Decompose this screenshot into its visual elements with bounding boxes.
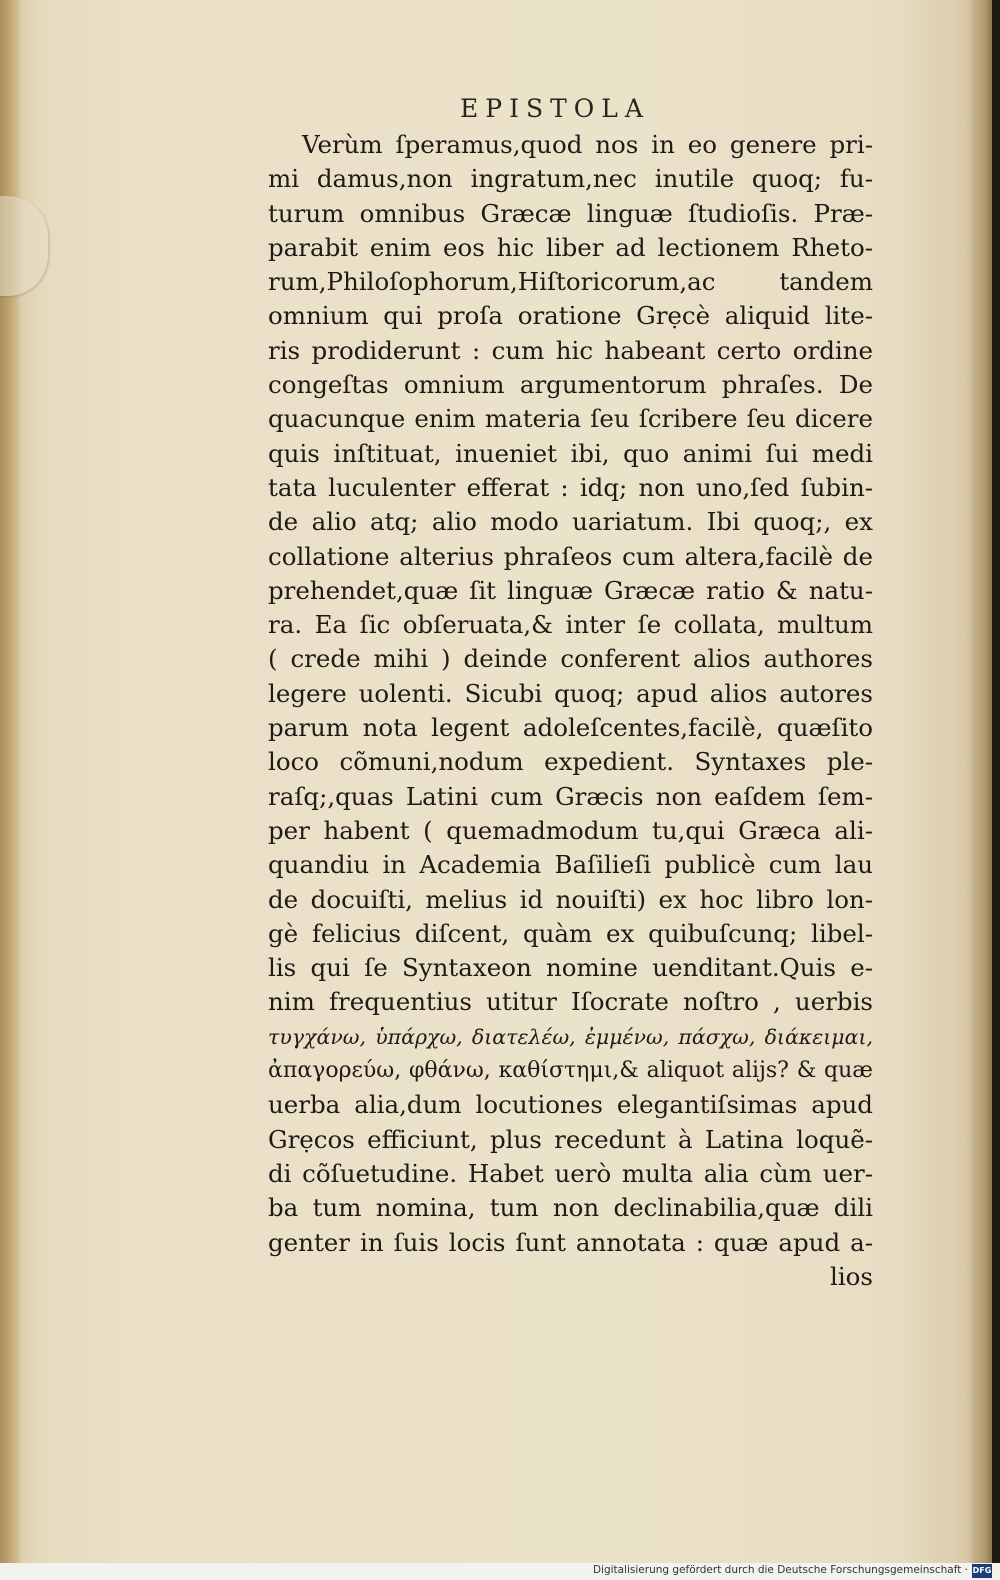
text-line: de alio atq; alio modo uariatum. Ibi quoq;, ex bbox=[268, 507, 873, 537]
text-line: raſq;,quas Latini cum Græcis non eaſdem ſem- bbox=[268, 781, 873, 811]
text-line: parum nota legent adoleſcentes,facilè, quæſito bbox=[268, 713, 873, 743]
text-line: parabit enim eos hic liber ad lectionem Rheto- bbox=[268, 232, 873, 262]
text-line: per habent ( quemadmodum tu,qui Græca ali- bbox=[268, 815, 873, 845]
text-line: de docuiſti, melius id nouiſti) ex hoc libro lon- bbox=[268, 884, 873, 914]
text-line: uerba alia,dum locutiones elegantiſsimas apud bbox=[268, 1090, 873, 1120]
page-tab-mark bbox=[0, 196, 48, 296]
catchword: lios bbox=[830, 1261, 873, 1291]
body-text bbox=[268, 128, 873, 1294]
text-line: legere uolenti. Sicubi quoq; apud alios autores bbox=[268, 678, 873, 708]
text-line: prehendet,quæ ſit linguæ Græcæ ratio & natu- bbox=[268, 575, 873, 605]
text-line: di cõſuetudine. Habet uerò multa alia cùm uer- bbox=[268, 1158, 873, 1188]
text-line: ( crede mihi ) deinde conferent alios authores bbox=[268, 644, 873, 674]
text-line: ra. Ea ſic obſeruata,& inter ſe collata, multum bbox=[268, 610, 873, 640]
text-line: turum omnibus Græcæ linguæ ſtudioſis. Præ- bbox=[268, 198, 873, 228]
text-line: Grẹcos efficiunt, plus recedunt à Latina loquẽ- bbox=[268, 1124, 873, 1154]
text-line: genter in ſuis locis ſunt annotata : quæ apud a- bbox=[268, 1227, 873, 1257]
text-line: mi damus,non ingratum,nec inutile quoq; fu- bbox=[268, 164, 873, 194]
text-line: congeſtas omnium argumentorum phraſes. De bbox=[268, 370, 873, 400]
text-line: quandiu in Academia Baſilieſi publicè cum lau bbox=[268, 850, 873, 880]
text-line: nim frequentius utitur Iſocrate noſtro , uerbis bbox=[268, 987, 873, 1017]
text-line: gè felicius diſcent, quàm ex quibuſcunq; libel- bbox=[268, 918, 873, 948]
dfg-logo: DFG bbox=[972, 1564, 992, 1578]
text-line: rum,Philoſophorum,Hiſtoricorum,ac tandem bbox=[268, 267, 873, 297]
text-line: lis qui ſe Syntaxeon nomine uenditant.Quis e- bbox=[268, 953, 873, 983]
greek-text-line: τυγχάνω, ὑπάρχω, διατελέω, ἐμμένω, πάσχω, διάκειμαι, bbox=[268, 1024, 873, 1049]
text-line: ba tum nomina, tum non declinabilia,quæ dili bbox=[268, 1193, 873, 1223]
text-line: ἀπαγορεύω, φθάνω, καθίστημι,& aliquot alijs? & quæ bbox=[268, 1058, 873, 1084]
text-line: collatione alterius phraſeos cum altera,facilè de bbox=[268, 541, 873, 571]
text-line: ris prodiderunt : cum hic habeant certo ordine bbox=[268, 335, 873, 365]
text-line: quacunque enim materia ſeu ſcribere ſeu dicere bbox=[268, 404, 873, 434]
text-line: Verùm ſperamus,quod nos in eo genere pri- bbox=[302, 130, 873, 159]
text-line: quis inſtituat, inueniet ibi, quo animi ſui medi bbox=[268, 438, 873, 468]
text-line: tata luculenter efferat : idq; non uno,ſed ſubin- bbox=[268, 472, 873, 502]
text-line: omnium qui proſa oratione Grẹcè aliquid lite- bbox=[268, 301, 873, 331]
text-line: loco cõmuni,nodum expedient. Syntaxes ple- bbox=[268, 747, 873, 777]
page-header: EPISTOLA bbox=[460, 94, 650, 123]
digitization-footer bbox=[0, 1563, 1000, 1580]
footer-credit: Digitalisierung gefördert durch die Deutsche Forschungsgemeinschaft · bbox=[592, 1564, 968, 1576]
